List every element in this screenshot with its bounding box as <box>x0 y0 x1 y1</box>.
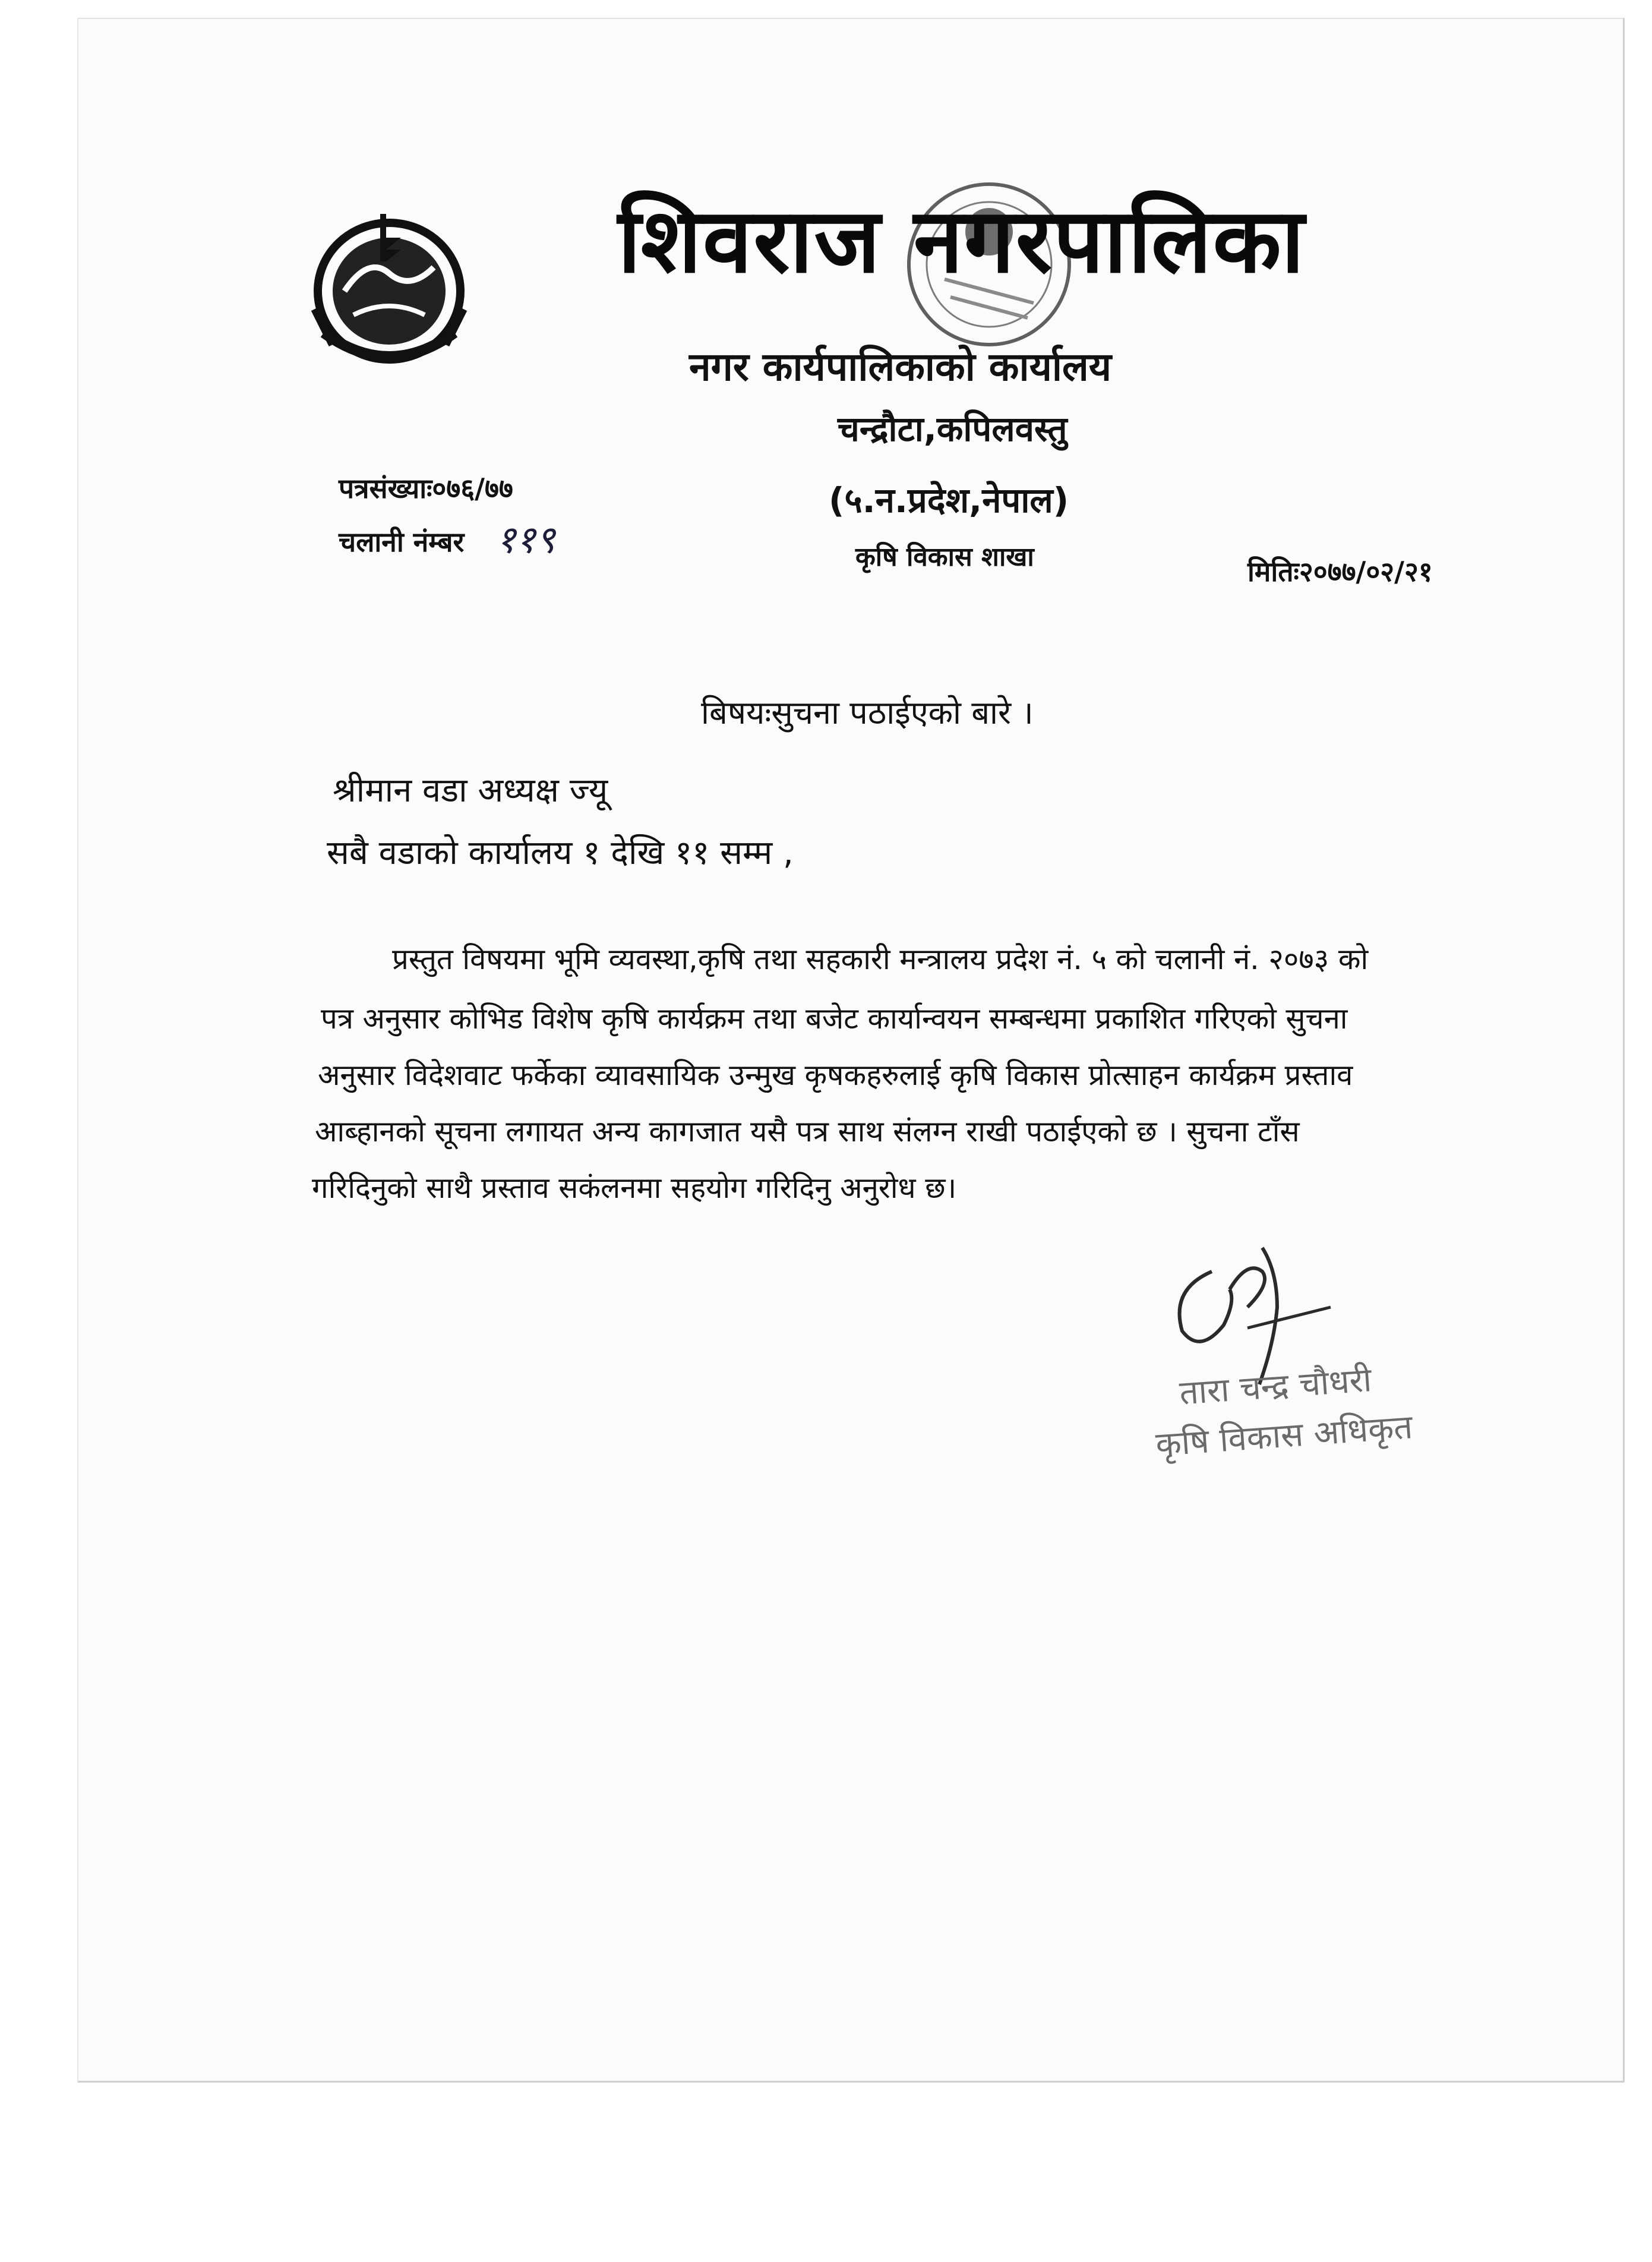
recipient-line-2: सबै वडाको कार्यालय १ देखि ११ सम्म , <box>327 834 794 872</box>
nepal-government-emblem-icon <box>297 202 481 380</box>
body-line: आब्हानको सूचना लगायत अन्य कागजात यसै पत्र साथ संलग्न राखी पठाईएको छ । सुचना टाँस <box>315 1115 1300 1149</box>
dispatch-number-value: ११९ <box>496 518 555 562</box>
dispatch-number-label: चलानी नंम्बर <box>339 526 465 558</box>
municipality-title: शिवराज नगरपालिका <box>618 188 1306 293</box>
recipient-line-1: श्रीमान वडा अध्यक्ष ज्यू <box>333 771 608 810</box>
signer-designation: कृषि विकास अधिकृत <box>1154 1408 1414 1465</box>
reference-number: पत्रसंख्याः०७६/७७ <box>339 472 513 504</box>
body-line: पत्र अनुसार कोभिड विशेष कृषि कार्यक्रम तथा बजेट कार्यान्वयन सम्बन्धमा प्रकाशित गरिएको सुचना <box>321 1002 1348 1036</box>
body-line: गरिदिनुको साथै प्रस्ताव सकंलनमा सहयोग गरिदिनु अनुरोध छ। <box>312 1171 957 1205</box>
signer-name: तारा चन्द्र चौधरी <box>1178 1361 1373 1413</box>
letter-subject: बिषयःसुचना पठाईएको बारे । <box>701 694 1034 731</box>
body-line: अनुसार विदेशवाट फर्केका व्यावसायिक उन्मुख कृषकहरुलाई कृषि विकास प्रोत्साहन कार्यक्रम प्रस्ताव <box>318 1058 1353 1092</box>
branch-name: कृषि विकास शाखा <box>855 542 1034 572</box>
address-line-2: (५.न.प्रदेश,नेपाल) <box>829 480 1069 520</box>
letter-date: मितिः२०७७/०२/२१ <box>1247 556 1433 588</box>
address-line-1: चन्द्रौटा,कपिलवस्तु <box>838 409 1067 449</box>
office-subtitle: नगर कार्यपालिकाको कार्यालय <box>689 344 1111 390</box>
body-line: प्रस्तुत विषयमा भूमि व्यवस्था,कृषि तथा सहकारी मन्त्रालय प्रदेश नं. ५ को चलानी नं. २०७३ को <box>392 942 1369 976</box>
